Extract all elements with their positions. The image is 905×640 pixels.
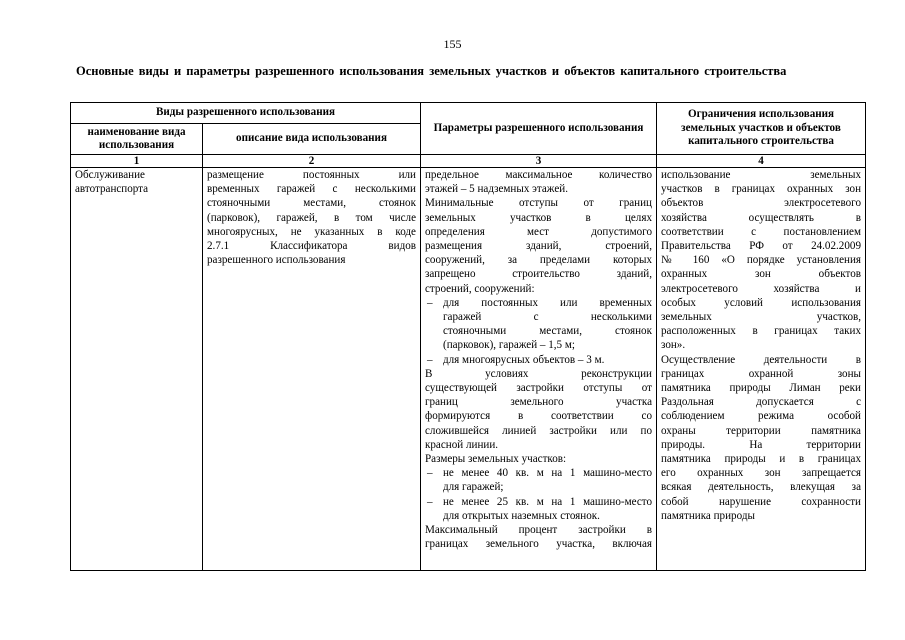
description-line: размещение постоянных или — [207, 169, 416, 181]
dash-marker: – — [427, 467, 433, 480]
limits-line: памятника природы — [661, 509, 755, 522]
header-parameters: Параметры разрешенного использования — [421, 103, 657, 155]
setback-list — [425, 296, 652, 367]
params-line: существующей застройки отступы от — [425, 382, 652, 395]
cell-use-description — [203, 168, 421, 571]
list-item-line: для открытых наземных стоянок. — [443, 509, 600, 522]
limits-line: Правительства РФ от 24.02.2009 — [661, 240, 861, 253]
cell-use-name: Обслуживание автотранспорта — [71, 168, 203, 571]
limits-line: хозяйства осуществлять в — [661, 211, 861, 224]
params-line: В условиях реконструкции — [425, 367, 652, 380]
list-item-line: гаражей с несколькими — [443, 311, 652, 324]
params-line: предельное максимальное количество — [425, 169, 652, 181]
description-line: многоярусных, не указанных в коде — [207, 225, 416, 238]
params-line: Минимальные отступы от границ — [425, 197, 652, 210]
limits-line: охраны территории памятника — [661, 424, 861, 437]
land-use-table — [70, 102, 866, 571]
params-line: Размеры земельных участков: — [425, 453, 567, 466]
column-number-1: 1 — [71, 155, 203, 168]
limits-line: природы. На территории — [661, 438, 861, 451]
header-use-description: описание вида использования — [203, 124, 421, 155]
params-line: запрещено строительство зданий, — [425, 268, 652, 281]
list-item-line: не менее 25 кв. м на 1 машино-место — [443, 495, 652, 508]
limits-line: объектов электросетевого — [661, 197, 861, 210]
list-item — [425, 353, 652, 367]
params-line: сооружений, за пределами которых — [425, 254, 652, 267]
limits-line: памятника природы Лиман реки — [661, 382, 861, 395]
limits-line: собой нарушение сохранности — [661, 495, 861, 508]
limits-line: соблюдением режима особой — [661, 410, 861, 423]
params-line: границ земельного участка — [425, 396, 652, 409]
limits-line: расположенных в границах таких — [661, 325, 861, 338]
limits-line: участков в границах охранных зон — [661, 183, 861, 196]
header-use-types: Виды разрешенного использования — [71, 103, 421, 124]
limits-line: использование земельных — [661, 169, 861, 181]
description-line: разрешенного использования — [207, 254, 346, 267]
limits-line: особых условий использования — [661, 296, 861, 309]
limits-line: электросетевого хозяйства и — [661, 282, 861, 295]
limits-line: Раздольная допускается с — [661, 396, 861, 409]
list-item-line: для гаражей; — [443, 481, 504, 494]
params-line: размещения зданий, строений, — [425, 240, 652, 253]
cell-limitations — [657, 168, 866, 571]
params-line: земельных участков в целях — [425, 211, 652, 224]
limits-line: памятника природы и в границах — [661, 453, 861, 466]
limits-line: соответствии с постановлением — [661, 225, 861, 238]
limits-line: Осуществление деятельности в — [661, 353, 861, 366]
description-line: временных гаражей с несколькими — [207, 183, 416, 196]
list-item-line: для постоянных или временных — [443, 296, 652, 309]
params-line: Максимальный процент застройки в — [425, 524, 652, 537]
table-row — [71, 168, 866, 571]
column-number-2: 2 — [203, 155, 421, 168]
limits-line: зон». — [661, 339, 686, 352]
limits-line: границах охранной зоны — [661, 367, 861, 380]
plot-size-list — [425, 466, 652, 523]
list-item-line: не менее 40 кв. м на 1 машино-место — [443, 467, 652, 480]
limits-line: всякая деятельность, влекущая за — [661, 481, 861, 494]
dash-marker: – — [427, 495, 433, 508]
dash-marker: – — [427, 353, 433, 366]
description-line: стояночными местами, стоянок — [207, 197, 416, 210]
limits-line: охранных зон объектов — [661, 268, 861, 281]
list-item — [425, 296, 652, 353]
description-line: (парковок), гаражей, в том числе — [207, 211, 416, 224]
params-line: строений, сооружений: — [425, 282, 535, 295]
limits-line: земельных участков, — [661, 311, 861, 324]
list-item — [425, 495, 652, 523]
page-number: 155 — [443, 37, 462, 51]
list-item-line: (парковок), гаражей – 1,5 м; — [443, 339, 575, 352]
header-limitations: Ограничения использования земельных участков и объектов капитального строительства — [657, 103, 866, 155]
column-number-4: 4 — [657, 155, 866, 168]
list-item — [425, 466, 652, 494]
list-item-line: для многоярусных объектов – 3 м. — [443, 353, 605, 366]
description-line: 2.7.1 Классификатора видов — [207, 240, 416, 253]
params-line: границах земельного участка, включая — [425, 538, 652, 551]
header-use-name: наименование вида использования — [71, 124, 203, 155]
column-number-3: 3 — [421, 155, 657, 168]
params-line: формируются в соответствии со — [425, 410, 652, 423]
document-title: Основные виды и параметры разрешенного использования земельных участков и объектов капитального строительства — [76, 64, 787, 78]
cell-parameters — [421, 168, 657, 571]
params-line: определения мест допустимого — [425, 225, 652, 238]
limits-line: № 160 «О порядке установления — [661, 254, 861, 267]
params-line: этажей – 5 надземных этажей. — [425, 183, 568, 196]
limits-line: его охранных зон запрещается — [661, 467, 861, 480]
params-line: красной линии. — [425, 438, 499, 451]
params-line: сложившейся линией застройки или по — [425, 424, 652, 437]
dash-marker: – — [427, 296, 433, 309]
list-item-line: стояночными местами, стоянок — [443, 325, 652, 338]
